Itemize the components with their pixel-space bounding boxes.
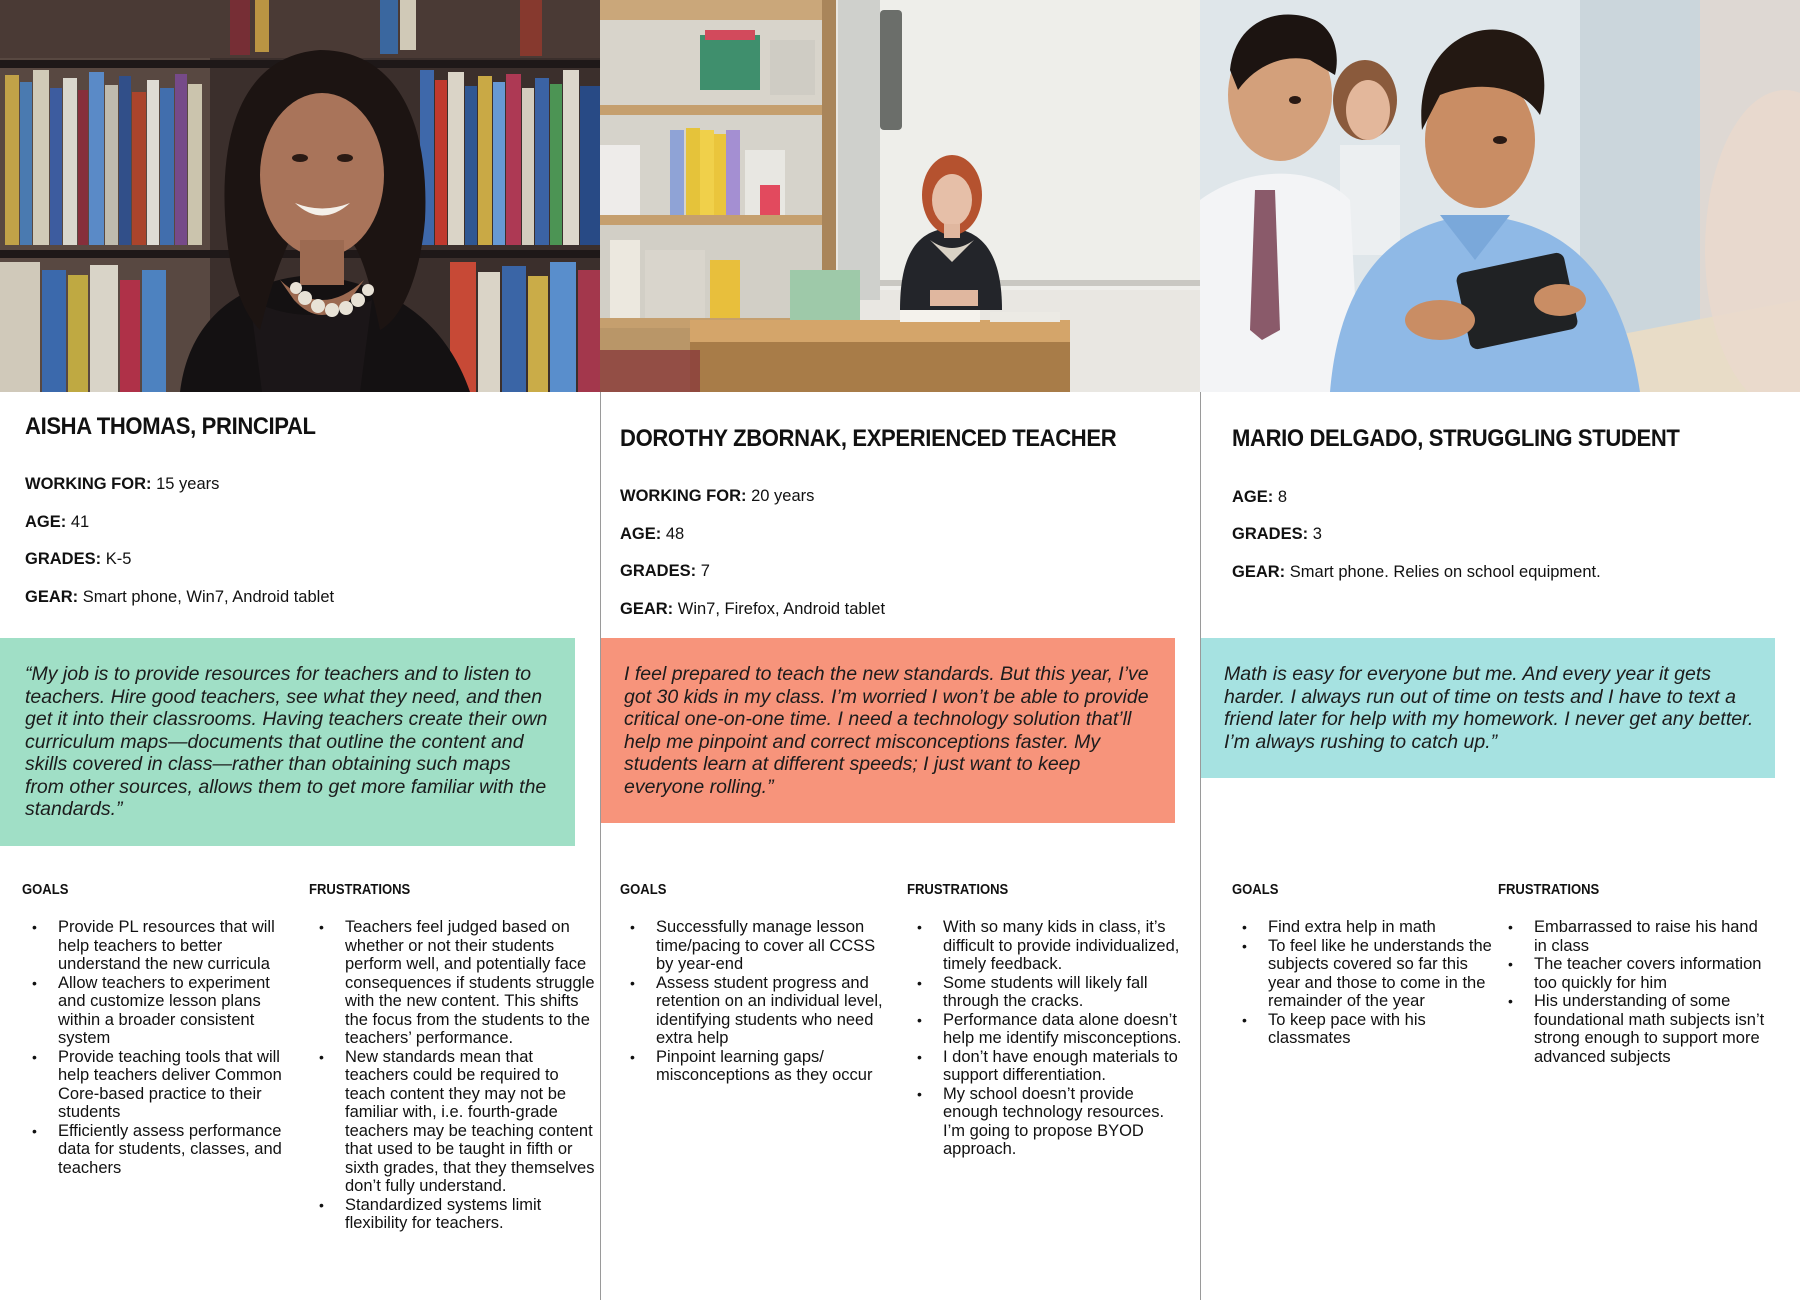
list-item: • Provide PL resources that will help teachers to better understand the new curricula: [22, 918, 284, 974]
persona-name: MARIO DELGADO, STRUGGLING STUDENT: [1232, 425, 1680, 452]
persona-attr-working-for: [620, 487, 814, 506]
list-item: • Performance data alone doesn’t help me identify misconceptions.: [907, 1011, 1183, 1048]
attr-label: AGE:: [1232, 488, 1274, 506]
attr-label: AGE:: [620, 525, 662, 543]
frustrations-title: FRUSTRATIONS: [309, 882, 411, 898]
persona-quote-box: [1201, 638, 1775, 778]
persona-attr-age: [1232, 488, 1287, 507]
persona-attr-gear: [25, 588, 334, 607]
attr-value: Smart phone. Relies on school equipment.: [1289, 563, 1601, 581]
attr-value: Smart phone, Win7, Android tablet: [82, 588, 335, 606]
attr-label: GRADES:: [620, 562, 697, 580]
attr-value: 41: [70, 513, 90, 531]
attr-label: AGE:: [25, 513, 67, 531]
list-item: • I don’t have enough materials to support differentiation.: [907, 1048, 1183, 1085]
persona-name: AISHA THOMAS, PRINCIPAL: [25, 413, 316, 440]
attr-label: GEAR:: [1232, 563, 1286, 581]
list-item: • With so many kids in class, it’s difficult to provide individualized, timely feedback.: [907, 918, 1183, 974]
persona-attr-grades: [620, 562, 710, 581]
frustrations-list: [1498, 918, 1766, 1066]
persona-photo: [600, 0, 1200, 392]
list-item: • Pinpoint learning gaps/ misconceptions as they occur: [620, 1048, 888, 1085]
list-item: • The teacher covers information too quickly for him: [1498, 955, 1766, 992]
persona-photo: [0, 0, 600, 392]
attr-value: 20 years: [751, 487, 815, 505]
persona-attr-age: [620, 525, 684, 544]
list-item: • Successfully manage lesson time/pacing to cover all CCSS by year-end: [620, 918, 888, 974]
persona-card-principal: [0, 0, 600, 1300]
list-item: • New standards mean that teachers could be required to teach content they may not be familiar with, i.e. fourth-grade teachers may be teaching content that used to be taught in fifth or sixth grades, that they themselves don’t fully understand.: [309, 1048, 595, 1196]
goals-title: GOALS: [620, 882, 667, 898]
persona-quote-box: [601, 638, 1175, 823]
list-item: • Allow teachers to experiment and customize lesson plans within a broader consistent system: [22, 974, 284, 1048]
attr-label: GEAR:: [620, 600, 674, 618]
list-item: • To feel like he understands the subjects covered so far this year and those to come in the remainder of the year: [1232, 937, 1496, 1011]
goals-list: [22, 918, 284, 1177]
persona-attr-age: [25, 513, 89, 532]
attr-label: GRADES:: [25, 550, 102, 568]
list-item: • Provide teaching tools that will help teachers deliver Common Core-based practice to their students: [22, 1048, 284, 1122]
attr-label: GRADES:: [1232, 525, 1309, 543]
frustrations-title: FRUSTRATIONS: [907, 882, 1009, 898]
attr-value: 15 years: [156, 475, 220, 493]
attr-value: 3: [1312, 525, 1322, 543]
persona-card-teacher: [600, 0, 1200, 1300]
list-item: • Some students will likely fall through the cracks.: [907, 974, 1183, 1011]
persona-card-student: [1200, 0, 1800, 1300]
attr-label: WORKING FOR:: [25, 475, 152, 493]
persona-quote-box: [0, 638, 575, 846]
principal-photo-illustration: [0, 0, 600, 392]
attr-value: 7: [700, 562, 710, 580]
persona-quote: I feel prepared to teach the new standards. But this year, I’ve got 30 kids in my class. I’m worried I won’t be able to provide critical one-on-one time. I need a technology solution that’ll help me pinpoint and correct misconceptions faster. My students learn at different speeds; I just want to keep everyone rolling.”: [624, 663, 1149, 798]
frustrations-title: FRUSTRATIONS: [1498, 882, 1600, 898]
persona-quote: Math is easy for everyone but me. And every year it gets harder. I always run out of time on tests and I have to text a friend later for help with my homework. I never get any better. I’m always rushing to catch up.”: [1224, 663, 1754, 753]
persona-name: DOROTHY ZBORNAK, EXPERIENCED TEACHER: [620, 425, 1117, 452]
attr-label: WORKING FOR:: [620, 487, 747, 505]
student-photo-illustration: [1200, 0, 1800, 392]
goals-title: GOALS: [22, 882, 69, 898]
list-item: • His understanding of some foundational math subjects isn’t strong enough to support more advanced subjects: [1498, 992, 1766, 1066]
persona-attr-grades: [25, 550, 131, 569]
goals-list: [620, 918, 888, 1085]
list-item: • Embarrassed to raise his hand in class: [1498, 918, 1766, 955]
attr-value: 8: [1277, 488, 1288, 506]
persona-attr-grades: [1232, 525, 1322, 544]
attr-value: Win7, Firefox, Android tablet: [677, 600, 886, 618]
persona-attr-working-for: [25, 475, 219, 494]
persona-photo: [1200, 0, 1800, 392]
persona-attr-gear: [620, 600, 885, 619]
list-item: • My school doesn’t provide enough technology resources. I’m going to propose BYOD approach.: [907, 1085, 1183, 1159]
teacher-photo-illustration: [600, 0, 1200, 392]
frustrations-list: [907, 918, 1183, 1159]
list-item: • Find extra help in math: [1232, 918, 1496, 937]
persona-attr-gear: [1232, 563, 1601, 582]
goals-title: GOALS: [1232, 882, 1279, 898]
frustrations-list: [309, 918, 595, 1233]
list-item: • Teachers feel judged based on whether or not their students perform well, and potentially face consequences if students struggle with the new content. This shifts the focus from the students to the teachers’ performance.: [309, 918, 595, 1048]
attr-value: K-5: [105, 550, 132, 568]
list-item: • Assess student progress and retention on an individual level, identifying students who need extra help: [620, 974, 888, 1048]
attr-label: GEAR:: [25, 588, 79, 606]
goals-list: [1232, 918, 1496, 1048]
list-item: • Standardized systems limit flexibility for teachers.: [309, 1196, 595, 1233]
list-item: • To keep pace with his classmates: [1232, 1011, 1496, 1048]
attr-value: 48: [665, 525, 685, 543]
list-item: • Efficiently assess performance data for students, classes, and teachers: [22, 1122, 284, 1178]
persona-quote: “My job is to provide resources for teachers and to listen to teachers. Hire good teachers, see what they need, and then get it into their classrooms. Having teachers create their own curriculum maps—documents that outline the content and skills covered in class—rather than obtaining such maps from other sources, allows them to get more familiar with the standards.”: [25, 663, 548, 820]
